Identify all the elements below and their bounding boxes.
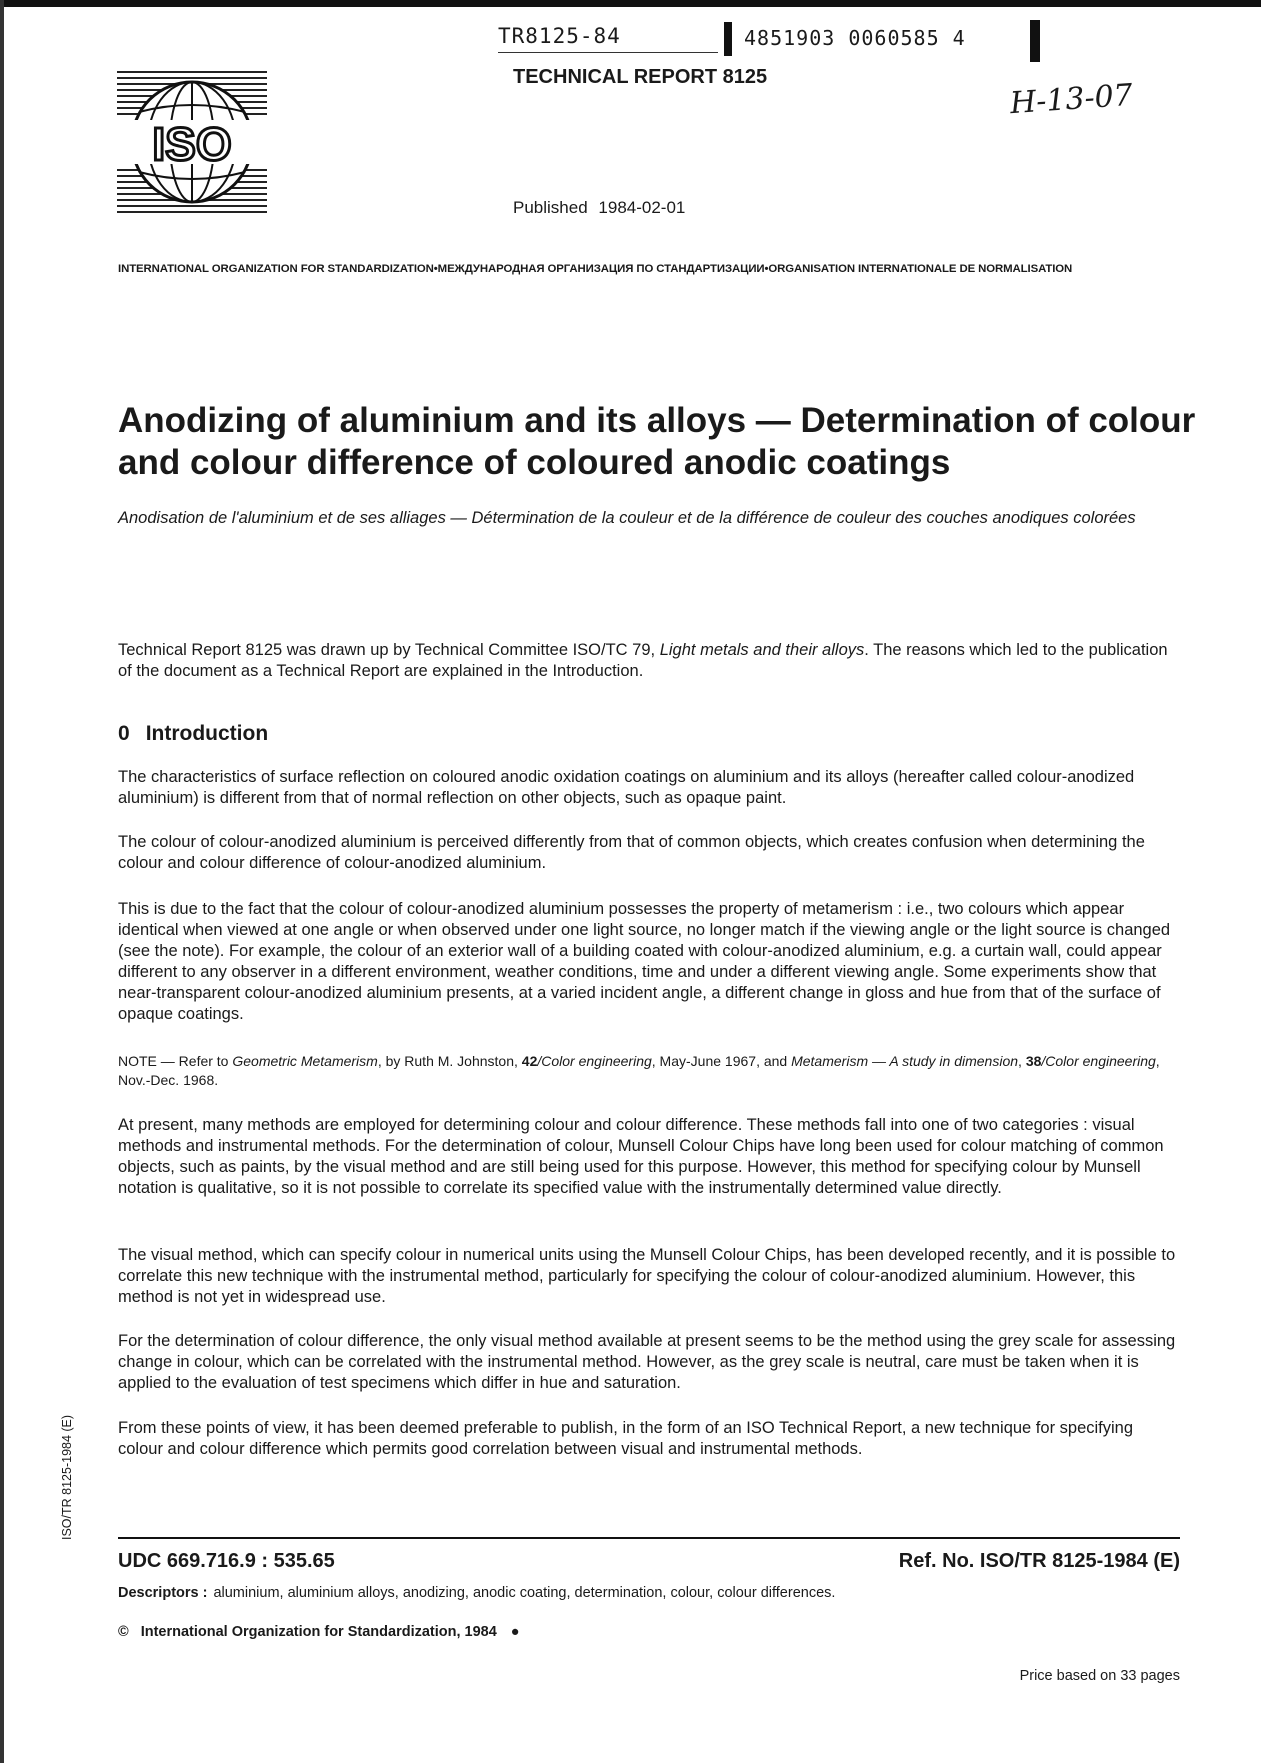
- copyright-text: International Organization for Standardization, 1984: [140, 1624, 497, 1640]
- side-document-id: ISO/TR 8125-1984 (E): [60, 1414, 74, 1540]
- document-title: Anodizing of aluminium and its alloys — Determination of colour and colour difference of coloured anodic coatings: [118, 401, 1196, 482]
- reference-number: Ref. No. ISO/TR 8125-1984 (E): [898, 1550, 1180, 1572]
- note-text: , May-June 1967, and: [651, 1053, 792, 1069]
- barcode-bar-right: [1030, 20, 1040, 62]
- tr-code: TR8125-84: [498, 24, 621, 48]
- svg-text:ISO: ISO: [152, 118, 232, 170]
- left-scan-edge: [0, 0, 4, 1763]
- descriptors-line: [118, 1585, 835, 1601]
- section-number: 0: [118, 722, 130, 745]
- copyright-icon: ©: [118, 1624, 129, 1640]
- report-title: TECHNICAL REPORT 8125: [513, 66, 768, 88]
- section-heading-introduction: [118, 722, 268, 746]
- intro-paragraph-6: For the determination of colour difference, the only visual method available at present seems to be the method using the grey scale for assessing change in colour, which can be correlated with the instrumental method. However, as the grey scale is neutral, care must be taken when it is applied to the evaluation of test specimens which differ in hue and saturation.: [118, 1332, 1176, 1392]
- price-note: Price based on 33 pages: [1019, 1668, 1180, 1684]
- note-italic: /Color engineering: [1041, 1053, 1156, 1069]
- reference-note: [118, 1052, 1180, 1090]
- note-text: ,: [1018, 1053, 1026, 1069]
- bullet-icon: ●: [510, 1624, 520, 1640]
- descriptors-label: Descriptors :: [118, 1585, 208, 1601]
- note-text: , Nov.-Dec. 1968.: [118, 1053, 1160, 1088]
- note-bold: 38: [1025, 1053, 1042, 1069]
- foreword-text-a: Technical Report 8125 was drawn up by Technical Committee ISO/TC 79,: [118, 641, 660, 659]
- published-line: [513, 198, 685, 218]
- organization-line: INTERNATIONAL ORGANIZATION FOR STANDARDIZATION•МЕЖДУНАРОДНАЯ ОРГАНИЗАЦИЯ ПО СТАНДАРТИЗАЦИИ•ORGANISATION INTERNATIONALE DE NORMALISATION: [118, 263, 1073, 275]
- foreword-text-b: . The reasons which led to the publication of the document as a Technical Report are explained in the Introduction.: [118, 641, 1168, 680]
- note-italic: Metamerism — A study in dimension: [791, 1053, 1019, 1069]
- note-bold: 42: [521, 1053, 538, 1069]
- footer-divider: [118, 1537, 1180, 1539]
- published-date: 1984-02-01: [598, 198, 686, 217]
- french-title: Anodisation de l'aluminium et de ses alliages — Détermination de la couleur et de la différence de couleur des couches anodiques colorées: [118, 509, 1136, 527]
- intro-paragraph-4: At present, many methods are employed for determining colour and colour difference. These methods fall into one of two categories : visual methods and instrumental methods. For the determination of colour, Munsell Colour Chips have long been used for colour matching of common objects, such as paints, by the visual method and are still being used for this purpose. However, this method for specifying colour by Munsell notation is qualitative, so it is not possible to correlate its specified value with the instrumentally determined value directly.: [118, 1116, 1164, 1197]
- intro-paragraph-2: The colour of colour-anodized aluminium is perceived differently from that of common objects, which creates confusion when determining the colour and colour difference of colour-anodized aluminium.: [118, 833, 1145, 872]
- iso-globe-icon: [117, 68, 267, 216]
- intro-paragraph-1: The characteristics of surface reflection on coloured anodic oxidation coatings on aluminium and its alloys (hereafter called colour-anodized aluminium) is different from that of normal reflection on other objects, such as opaque paint.: [118, 768, 1135, 807]
- handwritten-note: H-13-07: [1008, 77, 1134, 122]
- note-italic: Geometric Metamerism: [232, 1053, 378, 1069]
- intro-paragraph-5: The visual method, which can specify colour in numerical units using the Munsell Colour Chips, has been developed recently, and it is possible to correlate this new technique with the instrumental method, particularly for specifying the colour of colour-anodized aluminium. However, this method is not yet in widespread use.: [118, 1246, 1176, 1306]
- published-label: Published: [513, 198, 588, 217]
- section-title: Introduction: [145, 722, 269, 745]
- copyright-line: [118, 1624, 520, 1640]
- committee-title: Light metals and their alloys: [659, 641, 865, 659]
- header-code-strip: [498, 22, 1058, 54]
- note-italic: /Color engineering: [537, 1053, 652, 1069]
- top-scan-border: [0, 0, 1261, 7]
- catalog-code: 4851903 0060585 4: [744, 26, 966, 50]
- barcode-bar-left: [724, 22, 732, 56]
- intro-paragraph-3: This is due to the fact that the colour of colour-anodized aluminium possesses the property of metamerism : i.e., two colours which appear identical when viewed at one angle or when observed under one light source, no longer match if the viewing angle or the light source is changed (see the note). For example, the colour of an exterior wall of a building coated with colour-anodized aluminium, e.g. a curtain wall, could appear different to any observer in a different environment, weather conditions, time and under a different viewing angle. Some experiments show that near-transparent colour-anodized aluminium presents, at a varied incident angle, a different change in gloss and hue from that of the surface of opaque coatings.: [118, 900, 1171, 1023]
- intro-paragraph-7: From these points of view, it has been deemed preferable to publish, in the form of an ISO Technical Report, a new technique for specifying colour and colour difference which permits good correlation between visual and instrumental methods.: [118, 1419, 1134, 1458]
- tr-code-underline: [498, 52, 718, 53]
- foreword-paragraph: [118, 640, 1180, 682]
- iso-logo: [117, 68, 267, 216]
- note-text: NOTE — Refer to: [118, 1053, 233, 1069]
- note-text: , by Ruth M. Johnston,: [377, 1053, 522, 1069]
- descriptors-list: aluminium, aluminium alloys, anodizing, anodic coating, determination, colour, colour differences.: [213, 1585, 836, 1601]
- udc-code: UDC 669.716.9 : 535.65: [118, 1550, 335, 1572]
